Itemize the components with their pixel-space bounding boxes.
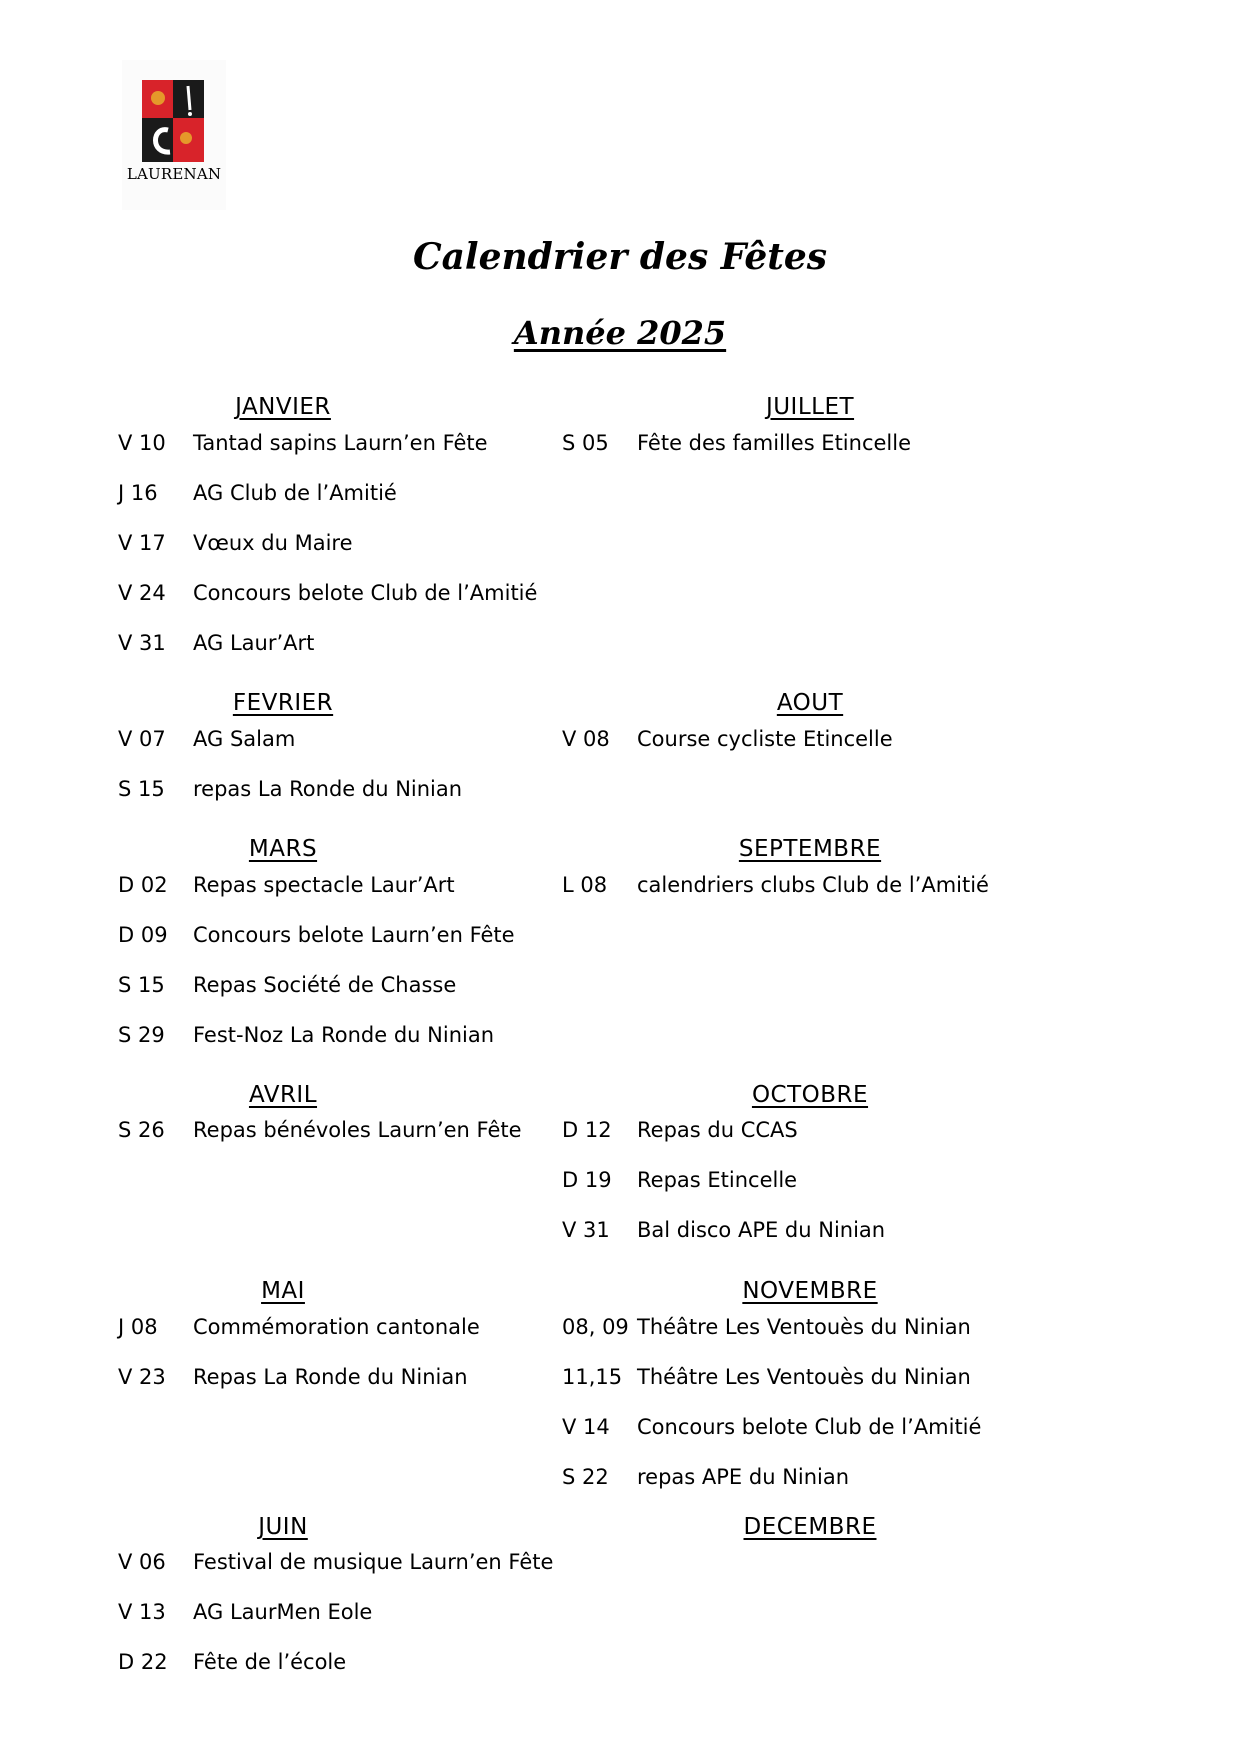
event-day: V 07 [118,727,166,751]
laurenan-crest-icon [140,78,206,164]
laurenan-logo [122,60,226,210]
year-heading: Année 2025 [513,314,727,352]
event-day: J 16 [118,481,158,505]
event-day: V 10 [118,431,166,455]
event-day: 11,15 [562,1365,623,1389]
month-heading-janvier: JANVIER [235,394,331,420]
event-day: S 29 [118,1023,165,1047]
event-label: Fête des familles Etincelle [637,431,912,455]
event-label: Festival de musique Laurn’en Fête [193,1550,554,1574]
event-day: S 15 [118,777,165,801]
event-label: Commémoration cantonale [193,1315,480,1339]
month-heading-septembre: SEPTEMBRE [738,836,882,862]
event-label: Théâtre Les Ventouès du Ninian [637,1365,971,1389]
event-day: D 02 [118,873,168,897]
event-label: Repas Etincelle [637,1168,798,1192]
month-heading-aout: AOUT [776,690,844,716]
event-label: Repas bénévoles Laurn’en Fête [193,1118,522,1142]
event-label: Repas du CCAS [637,1118,798,1142]
document-title: Calendrier des Fêtes [412,236,828,278]
event-day: 08, 09 [562,1315,629,1339]
event-day: V 24 [118,581,166,605]
month-heading-decembre: DECEMBRE [743,1514,877,1540]
event-label: Concours belote Club de l’Amitié [193,581,538,605]
event-day: D 12 [562,1118,612,1142]
month-heading-mars: MARS [248,836,318,862]
month-heading-fevrier: FEVRIER [232,690,334,716]
event-day: V 06 [118,1550,166,1574]
event-label: AG Laur’Art [193,631,315,655]
month-heading-juillet: JUILLET [765,394,855,420]
event-day: V 31 [118,631,166,655]
month-heading-octobre: OCTOBRE [751,1082,869,1108]
event-day: D 19 [562,1168,612,1192]
event-label: Repas spectacle Laur’Art [193,873,455,897]
event-day: S 22 [562,1465,609,1489]
event-day: V 17 [118,531,166,555]
logo-text: LAURENAN [126,165,222,183]
event-label: Théâtre Les Ventouès du Ninian [637,1315,971,1339]
event-day: V 13 [118,1600,166,1624]
month-heading-juin: JUIN [258,1514,308,1540]
event-label: Tantad sapins Laurn’en Fête [193,431,488,455]
event-day: S 15 [118,973,165,997]
event-day: V 23 [118,1365,166,1389]
event-label: Fête de l’école [193,1650,347,1674]
event-day: S 26 [118,1118,165,1142]
event-label: AG LaurMen Eole [193,1600,373,1624]
event-day: D 09 [118,923,168,947]
event-day: D 22 [118,1650,168,1674]
event-day: S 05 [562,431,609,455]
event-label: calendriers clubs Club de l’Amitié [637,873,989,897]
event-day: L 08 [562,873,608,897]
event-label: Repas La Ronde du Ninian [193,1365,468,1389]
event-label: Concours belote Laurn’en Fête [193,923,515,947]
event-label: repas APE du Ninian [637,1465,850,1489]
event-label: Vœux du Maire [193,531,353,555]
event-day: V 31 [562,1218,610,1242]
event-label: AG Club de l’Amitié [193,481,397,505]
event-label: Bal disco APE du Ninian [637,1218,886,1242]
event-label: Fest-Noz La Ronde du Ninian [193,1023,495,1047]
event-label: Concours belote Club de l’Amitié [637,1415,982,1439]
event-label: Course cycliste Etincelle [637,727,893,751]
event-label: Repas Société de Chasse [193,973,457,997]
event-day: J 08 [118,1315,158,1339]
event-day: V 14 [562,1415,610,1439]
event-label: AG Salam [193,727,296,751]
month-heading-mai: MAI [261,1278,305,1304]
month-heading-avril: AVRIL [248,1082,318,1108]
month-heading-novembre: NOVEMBRE [742,1278,878,1304]
event-day: V 08 [562,727,610,751]
event-label: repas La Ronde du Ninian [193,777,463,801]
